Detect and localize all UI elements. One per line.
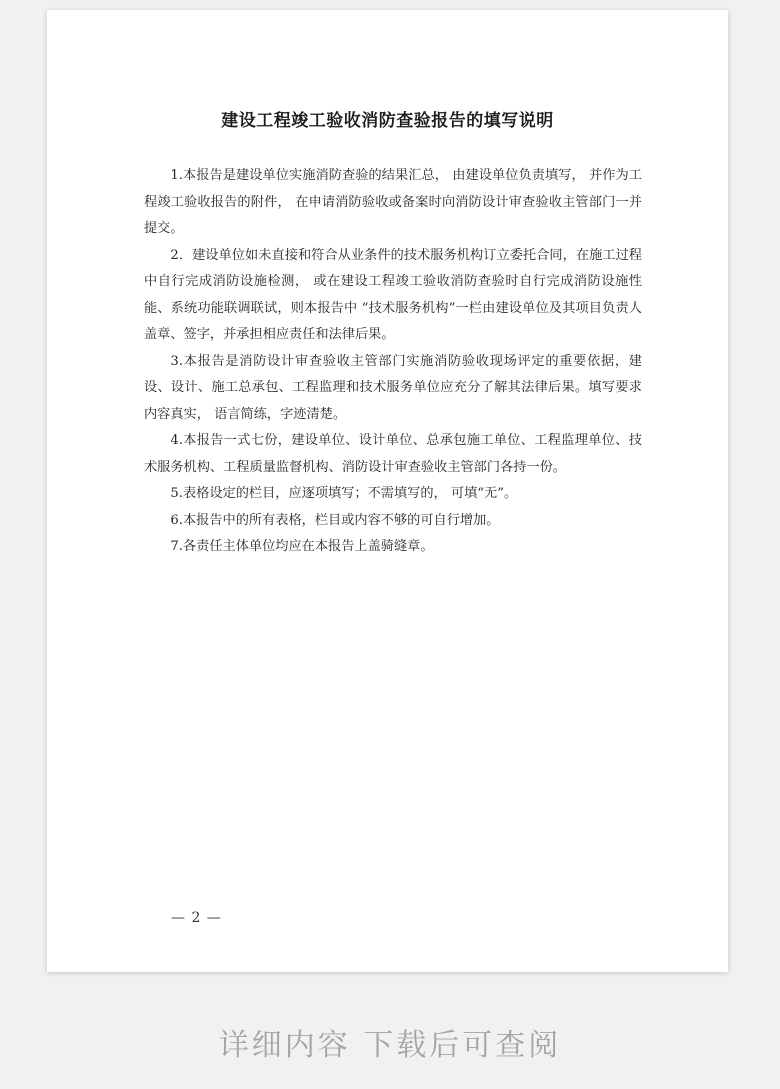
paragraph-6: 6.本报告中的所有表格，栏目或内容不够的可自行增加。 bbox=[170, 512, 500, 528]
paragraph-2: 2．建设单位如未直接和符合从业条件的技术服务机构订立委托合同，在施工过程中自行完成消防设施检测， 或在建设工程竣工验收消防查验时自行完成消防设施性能、系统功能联调联试，则本报告中 “技术服务机构”一栏由建设单位及其项目负责人盖章、签字，并承担相应责任和法律后果。 bbox=[144, 247, 642, 342]
paragraph-1: 1.本报告是建设单位实施消防查验的结果汇总， 由建设单位负责填写， 并作为工程竣工验收报告的附件， 在申请消防验收或备案时向消防设计审查验收主管部门一并提交。 bbox=[144, 168, 642, 236]
download-caption: 详细内容 下载后可查阅 bbox=[218, 1028, 562, 1063]
document-page bbox=[47, 10, 728, 972]
paragraph-3: 3.本报告是消防设计审查验收主管部门实施消防验收现场评定的重要依据，建设、设计、施工总承包、工程监理和技术服务单位应充分了解其法律后果。填写要求内容真实， 语言简练，字迹清楚。 bbox=[144, 353, 642, 422]
paragraph-5: 5.表格设定的栏目，应逐项填写；不需填写的， 可填“无”。 bbox=[170, 486, 518, 501]
paragraph-7: 7.各责任主体单位均应在本报告上盖骑缝章。 bbox=[170, 539, 434, 554]
document-title: 建设工程竣工验收消防查验报告的填写说明 bbox=[221, 111, 554, 131]
page-number: — 2 — bbox=[171, 910, 222, 926]
document-body bbox=[144, 163, 642, 561]
paragraph-4: 4.本报告一式七份，建设单位、设计单位、总承包施工单位、工程监理单位、技术服务机构、工程质量监督机构、消防设计审查验收主管部门各持一份。 bbox=[144, 433, 642, 475]
